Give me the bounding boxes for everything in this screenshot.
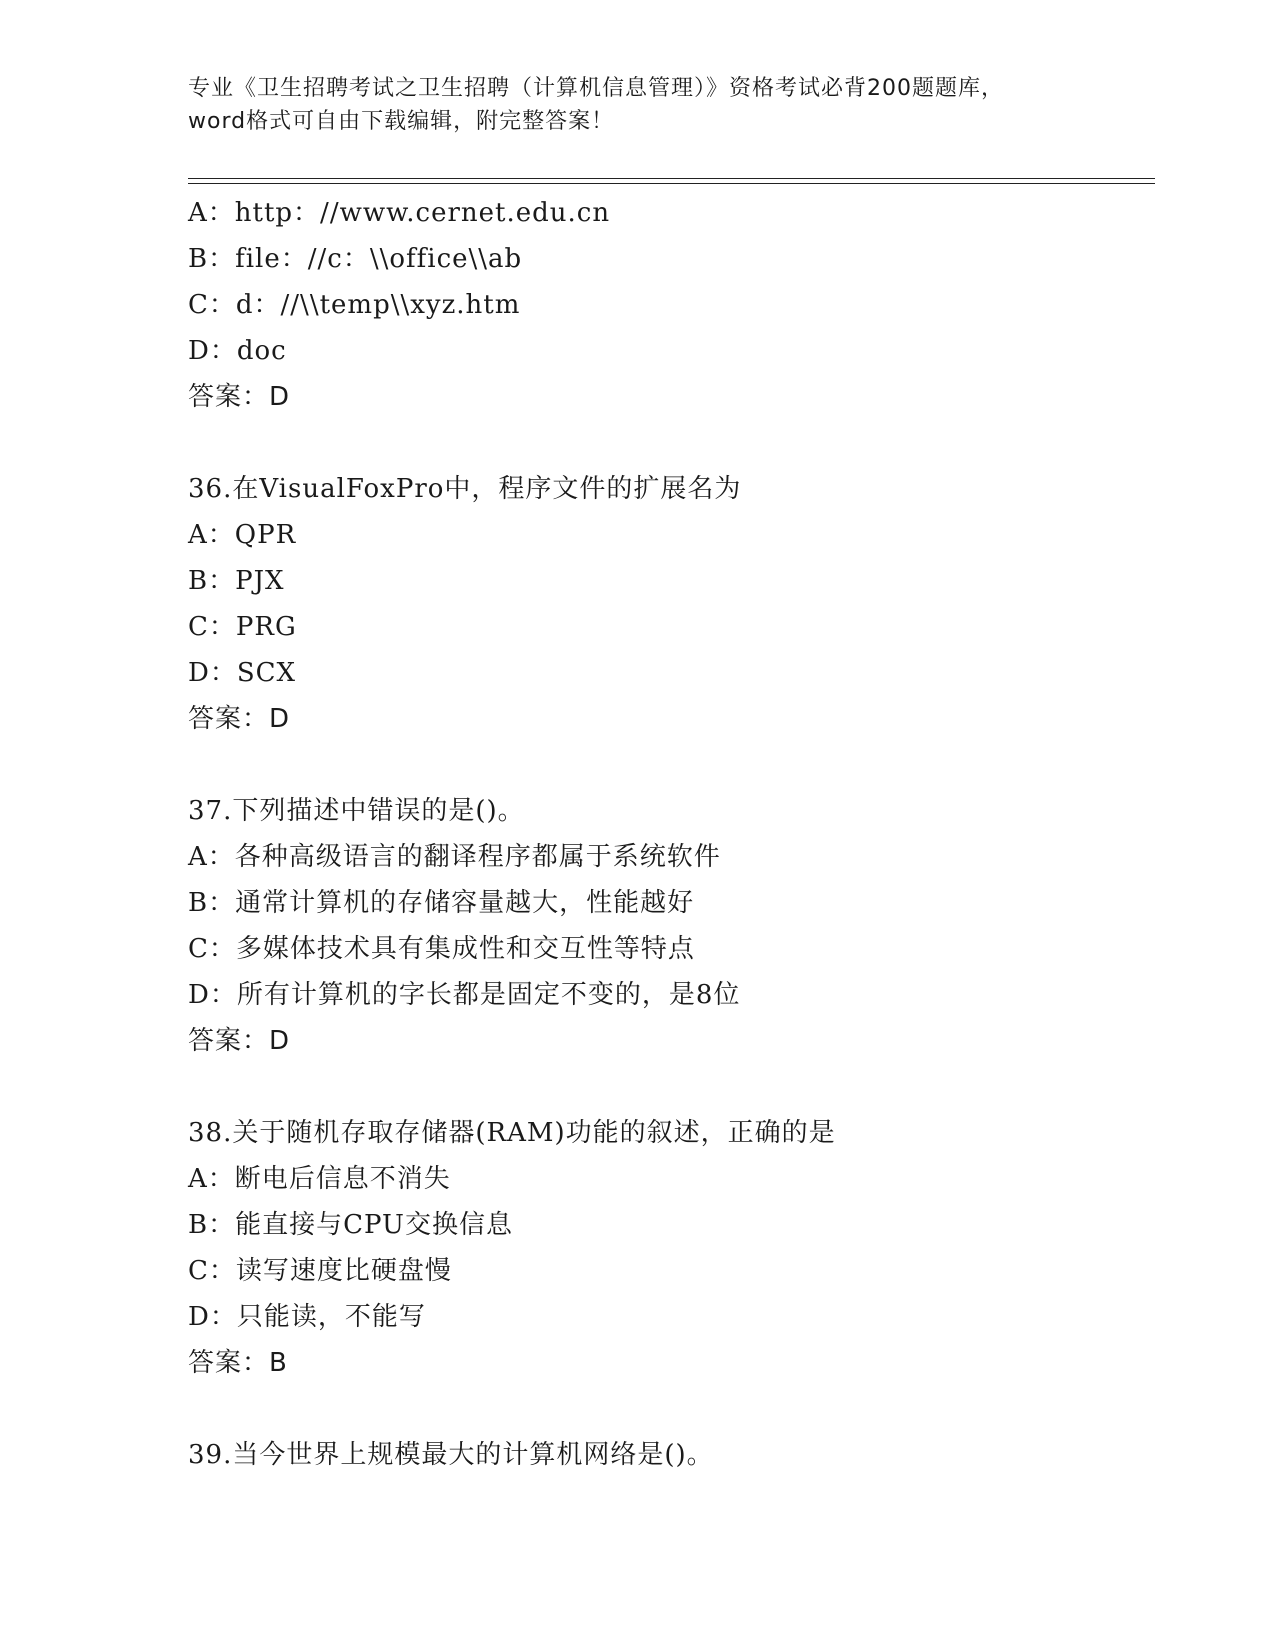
question-text: 39.当今世界上规模最大的计算机网络是()。 — [188, 1440, 714, 1470]
question-text: 38.关于随机存取存储器(RAM)功能的叙述，正确的是 — [188, 1118, 836, 1148]
option-d: D：doc — [188, 336, 287, 366]
header-divider-bottom — [188, 183, 1155, 184]
option-b: B：PJX — [188, 566, 285, 596]
spacer — [188, 742, 1148, 788]
answer-label: 答案：B — [188, 1348, 288, 1378]
spacer — [188, 420, 1148, 466]
option-c: C：多媒体技术具有集成性和交互性等特点 — [188, 934, 695, 964]
option-a: A：http：//www.cernet.edu.cn — [188, 198, 611, 228]
question-block — [188, 1432, 1148, 1478]
option-c: C：读写速度比硬盘慢 — [188, 1256, 452, 1286]
option-d: D：所有计算机的字长都是固定不变的，是8位 — [188, 980, 741, 1010]
header-divider-top — [188, 178, 1155, 179]
option-b: B：能直接与CPU交换信息 — [188, 1210, 513, 1240]
option-b: B：file：//c：\\office\\ab — [188, 244, 523, 274]
question-text: 36.在VisualFoxPro中，程序文件的扩展名为 — [188, 474, 742, 504]
question-block — [188, 190, 1148, 420]
option-c: C：PRG — [188, 612, 297, 642]
question-text: 37.下列描述中错误的是()。 — [188, 796, 525, 826]
header-line-2: word格式可自由下载编辑，附完整答案！ — [188, 109, 615, 134]
document-header — [188, 72, 1088, 138]
option-d: D：SCX — [188, 658, 297, 688]
question-block — [188, 466, 1148, 742]
question-list — [188, 190, 1148, 1478]
question-block — [188, 1110, 1148, 1386]
option-b: B：通常计算机的存储容量越大，性能越好 — [188, 888, 695, 918]
option-c: C：d：//\\temp\\xyz.htm — [188, 290, 521, 320]
header-line-1: 专业《卫生招聘考试之卫生招聘（计算机信息管理）》资格考试必背200题题库， — [188, 76, 1004, 101]
option-d: D：只能读，不能写 — [188, 1302, 426, 1332]
answer-label: 答案：D — [188, 382, 291, 412]
answer-label: 答案：D — [188, 1026, 291, 1056]
option-a: A：各种高级语言的翻译程序都属于系统软件 — [188, 842, 721, 872]
question-block — [188, 788, 1148, 1064]
option-a: A：QPR — [188, 520, 297, 550]
spacer — [188, 1386, 1148, 1432]
spacer — [188, 1064, 1148, 1110]
option-a: A：断电后信息不消失 — [188, 1164, 451, 1194]
answer-label: 答案：D — [188, 704, 291, 734]
